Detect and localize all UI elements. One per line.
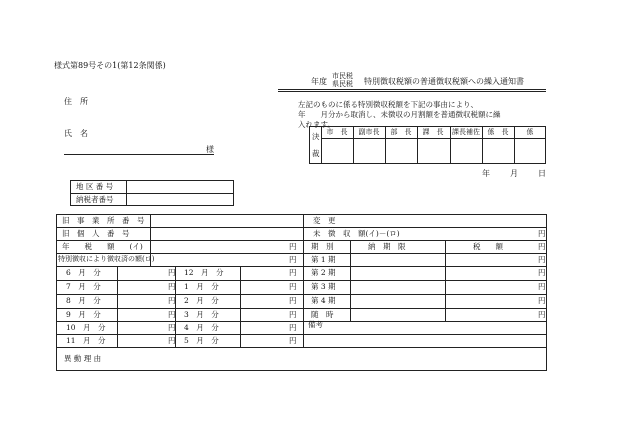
approval-col-3: 課 長: [422, 128, 444, 136]
grid-row-line: [56, 280, 547, 281]
month-mid-yen-1: 円: [289, 282, 297, 291]
month-mid-yen-5: 円: [289, 336, 297, 345]
month-mid-4: 4 月 分: [184, 323, 219, 332]
month-mid-yen-3: 円: [289, 310, 297, 319]
old-office-label: 旧 事 業 所 番 号: [62, 216, 145, 225]
grid-row-line: [56, 308, 547, 309]
district-row-line: [70, 193, 234, 194]
month-left-5: 11 月 分: [66, 336, 106, 345]
approval-side-2: 裁: [312, 149, 320, 158]
month-left-yen-4: 円: [168, 323, 176, 332]
form-id: 様式第89号その1(第12条関係): [54, 61, 166, 70]
period-yen-2: 円: [538, 282, 546, 291]
tax-line-prefecture: 県民税: [332, 80, 353, 88]
month-mid-5: 5 月 分: [184, 336, 219, 345]
title-underline-2: [278, 91, 546, 92]
annual-tax-label: 年 税 額 (イ): [62, 242, 143, 251]
name-label: 氏 名: [64, 129, 88, 138]
grid-row-line: [56, 321, 547, 322]
grid-col-line: [350, 240, 351, 321]
grid-col-line: [175, 266, 176, 347]
date-month: 月: [510, 169, 518, 178]
period-yen-4: 円: [538, 310, 546, 319]
approval-header-line: [321, 138, 546, 139]
grid-row-line: [56, 266, 547, 267]
grid-row-line: [56, 347, 547, 348]
honorific: 様: [206, 145, 214, 154]
tax-amount-yen: 円: [538, 242, 546, 251]
tax-line-city: 市民税: [332, 72, 353, 80]
month-left-yen-2: 円: [168, 296, 176, 305]
district-col-line: [126, 180, 127, 206]
date-year: 年: [482, 169, 490, 178]
date-day: 日: [538, 169, 546, 178]
month-left-yen-3: 円: [168, 310, 176, 319]
address-label: 住 所: [64, 97, 88, 106]
period-yen-0: 円: [538, 255, 546, 264]
approval-col-1: 副市長: [358, 128, 380, 136]
approval-col-5: 係 長: [487, 128, 509, 136]
period-yen-1: 円: [538, 268, 546, 277]
period-2: 第 3 期: [311, 282, 336, 291]
notice-line-2: 年 月分から取消し、未徴収の月割額を普通徴収税額に繰: [298, 110, 501, 119]
grid-row-line: [56, 240, 547, 241]
grid-row-line: [56, 227, 547, 228]
uncollected-label: 未 徴 収 額(イ)－(ロ): [313, 229, 400, 238]
tax-type: [332, 72, 353, 88]
month-left-0: 6 月 分: [66, 268, 101, 277]
month-left-2: 8 月 分: [66, 296, 101, 305]
month-left-yen-1: 円: [168, 282, 176, 291]
document-title: 特別徴収税額の普通徴収税額への繰入通知書: [364, 77, 524, 86]
approval-col-0: 市 長: [326, 128, 348, 136]
approval-col-2: 部 長: [390, 128, 412, 136]
month-mid-0: 12 月 分: [184, 268, 224, 277]
month-mid-1: 1 月 分: [184, 282, 219, 291]
remarks-label: 備考: [308, 320, 323, 329]
taxpayer-number-label: 納税者番号: [76, 195, 114, 204]
period-4: 随 時: [311, 310, 334, 319]
month-left-yen-0: 円: [168, 268, 176, 277]
grid-col-line: [303, 214, 304, 347]
month-left-1: 7 月 分: [66, 282, 101, 291]
district-number-label: 地 区 番 号: [76, 182, 114, 191]
approval-col-6: 係: [526, 128, 534, 136]
grid-col-line: [117, 266, 118, 347]
uncollected-yen: 円: [538, 229, 546, 238]
month-left-3: 9 月 分: [66, 310, 101, 319]
period-0: 第 1 期: [311, 255, 336, 264]
approval-col-4: 課長補佐: [452, 128, 480, 136]
month-mid-yen-2: 円: [289, 296, 297, 305]
notice-line-1: 左記のものに係る特別徴収税額を下記の事由により、: [298, 100, 478, 109]
period-yen-3: 円: [538, 296, 546, 305]
month-mid-2: 2 月 分: [184, 296, 219, 305]
grid-row-line: [56, 294, 547, 295]
title-underline: [278, 89, 546, 90]
month-mid-yen-4: 円: [289, 323, 297, 332]
month-left-yen-5: 円: [168, 336, 176, 345]
grid-row-line: [56, 334, 547, 335]
deadline-header: 納 期 限: [368, 242, 406, 251]
grid-col-line: [240, 266, 241, 347]
name-underline: [64, 154, 214, 155]
approval-side-1: 決: [312, 132, 320, 141]
change-label: 変 更: [313, 216, 336, 225]
collected-yen: 円: [289, 255, 297, 264]
period-1: 第 2 期: [311, 268, 336, 277]
month-mid-3: 3 月 分: [184, 310, 219, 319]
notice-line-3: 入れます。: [298, 120, 335, 129]
period-header: 期 別: [311, 242, 334, 251]
collected-label: 特別徴収により徴収済の額(ロ): [58, 255, 155, 263]
period-3: 第 4 期: [311, 296, 336, 305]
grid-row-line: [56, 253, 547, 254]
year-label: 年度: [311, 77, 327, 86]
month-left-4: 10 月 分: [66, 323, 106, 332]
month-mid-yen-0: 円: [289, 268, 297, 277]
grid-col-line: [445, 240, 446, 321]
old-individual-label: 旧 個 人 番 号: [62, 229, 130, 238]
annual-tax-yen: 円: [289, 242, 297, 251]
tax-amount-header: 税 額: [473, 242, 503, 251]
reason-label: 異 動 理 由: [64, 354, 102, 363]
